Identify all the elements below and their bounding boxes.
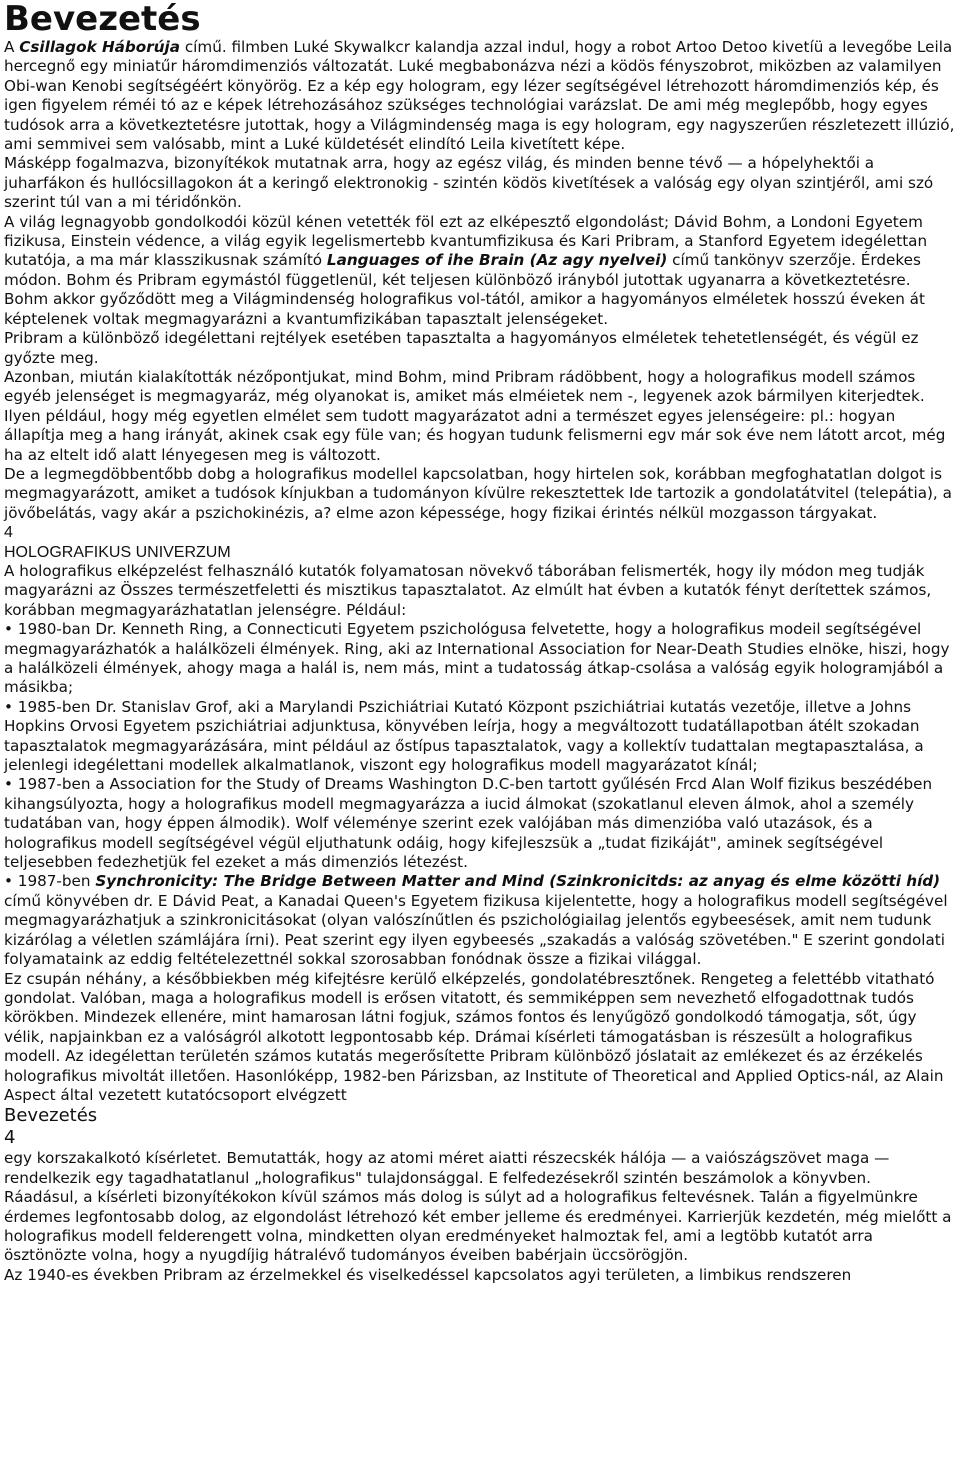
paragraph: egy korszakalkotó kísérletet. Bemutatták, hogy az atomi méret aiatti részecskék hálója — a vaiószágszövet maga — rendelkezik egy tagadhatatlanul „holografikus" tulajdonsággal. E felfedezésekről szintén beszámolok a könyvben.	[4, 1149, 890, 1187]
book-title: Synchronicity: The Bridge Between Matter and Mind (Szinkronicitds: az anyag és elme közötti híd)	[95, 872, 941, 891]
section-heading: HOLOGRAFIKUS UNIVERZUM	[4, 543, 231, 561]
bullet-item	[4, 872, 956, 969]
paragraph-intro	[4, 38, 956, 154]
text: című. filmben Luké Skywalkcr kalandja azzal indul, hogy a robot Artoo Detoo kivetíü a levegőbe Leila hercegnő egy miniatűr háromdimenziós változatát. Luké megbabonázva nézi a ködös fényszobrot, miközben az valamilyen Obi-wan Kenobi segítségéért könyörög. Ez a kép egy hologram, egy lézer segítségével létrehozott háromdimenziós kép, és igen figyelem réméi tó az e képek létrehozásához szükséges technológiai varázslat. De ami még meglepőbb, hogy egyes tudósok arra a következtetésre jutottak, hogy a Világmindenség maga is egy hologram, egy nagyszerűen részletezett illúzió, ami semmivei sem valósabb, mint a Luké küldetését elindító Leila kivetített képe.	[4, 38, 955, 154]
text: • 1987-ben	[4, 872, 96, 891]
bullet-item: • 1985-ben Dr. Stanislav Grof, aki a Marylandi Pszichiátriai Kutató Központ pszichiátriai kutatás vezetője, illetve a Johns Hopkins Orvosi Egyetem pszichiátriai adjunktusa, könyvében leírja, hogy a megváltozott tudatállapotban átélt szokadan tapasztalatok megmagyarázására, mint például az őstípus tapasztalatok, vagy a kollektív tudattalan megtapasztalása, a jelenlegi idegélettani modellek alkalmatlanok, viszont egy holografikus modell magyarázatot kínál;	[4, 697, 924, 775]
paragraph: Az 1940-es években Pribram az érzelmekkel és viselkedéssel kapcsolatos agyi területen, a limbikus rendszeren	[4, 1265, 852, 1284]
text: című könyvében dr. E Dávid Peat, a Kanadai Queen's Egyetem fizikusa kijelentette, hogy a holografikus modell segítségével megmagyarázhatjuk a szinkronicitásokat (olyan valószínűtlen és pszichológiailag jelentős egybeesések, amit nem tudunk kizárólag a véletlen számlájára írni). Peat szerint egy ilyen egybeesés „szakadás a valóság szövetében." E szerint gondolati folyamataink az eddig feltételezettnél sokkal szorosabban fonódnak össze a fizikai világgal.	[4, 891, 948, 969]
paragraph: Ez csupán néhány, a későbbiekben még kifejtésre kerülő elképzelés, gondolatébresztőnek. Rengeteg a felettébb vitatható gondolat. Valóban, maga a holografikus modell is erősen vitatott, és semmiképpen sem nevezhető elfogadottnak tudós körökben. Mindezek ellenére, mint hamarosan látni fogjuk, számos fontos és lenyűgöző gondolkodó támogatja, sőt, úgy vélik, napjainkban ez a valóságról alkotott legpontosabb kép. Drámai kísérleti támogatásban is részesült a holografikus modell. Az idegélettan területén számos kutatás megerősítette Pribram különböző jóslatait az emlékezet és az érzékelés holografikus mivoltát illetően. Hasonlóképp, 1982-ben Párizsban, az Institute of Theoretical and Applied Optics-nál, az Alain Aspect által vezetett kutatócsoport elvégzett	[4, 969, 944, 1104]
page-title: Bevezetés	[4, 0, 201, 39]
paragraph-bohm-pribram	[4, 213, 956, 329]
paragraph: A holografikus elképzelést felhasználó kutatók folyamatosan növekvő táborában felismerték, hogy ily módon meg tudják magyarázni az Összes természetfeletti és misztikus tapasztalatot. Az elmúlt hat évben a kutatók fényt derítettek számos, korábban megmagyarázhatatlan jelenségre. Például:	[4, 561, 932, 619]
paragraph: Pribram a különböző idegélettani rejtélyek esetében tapasztalta a hagyományos elméletek tehetetlenségét, és végül ez győzte meg.	[4, 329, 919, 367]
paragraph: Másképp fogalmazva, bizonyítékok mutatnak arra, hogy az egész világ, és minden benne tévő — a hópelyhektői a juharfákon és hullócsillagokon át a keringő elektronokig - szintén ködös kivetítések a valóság egy olyan szintjéről, ami szó szerint túl van a mi téridőnkön.	[4, 154, 934, 212]
paragraph: Ráadásul, a kísérleti bizonyítékokon kívül számos más dolog is súlyt ad a holografikus feltevésnek. Talán a figyelmünkre érdemes legfontosabb dolog, az elgondolást létrehozó két ember jelleme és eredményei. Karrierjük kezdetén, még mielőtt a holografikus modell felderengett volna, mindketten olyan eredményeket halmoztak fel, ami a legtöbb kutatót arra ösztönözte volna, hogy a nyugdíjig hátralévő tudományos éveiben babérjain üccsörögjön.	[4, 1188, 952, 1265]
film-title: Csillagok Háborúja	[19, 38, 180, 56]
page-number: 4	[4, 1127, 16, 1149]
bullet-item: • 1980-ban Dr. Kenneth Ring, a Connecticuti Egyetem pszichológusa felvetette, hogy a holografikus modeil segítségével megmagyarázhatók a halálközeli élmények. Ring, aki az International Association for Near-Death Studies elnöke, hiszi, hogy a halálközeli élmények, ahogy maga a halál is, nem más, mint a tudatosság átkap-csolása a valóság egyik hologramjából a másikba;	[4, 620, 950, 697]
text: című tankönyv szerzője. Érdekes módon. Bohm és Pribram egymástól függetlenül, két teljesen különböző irányból jutottak ugyanarra a következtetésre. Bohm akkor győződött meg a Világmindenség holografikus vol-tától, amikor a hagyományos elméletek hosszú éveken át képtelenek voltak megmagyarázni a kvantumfizikában tapasztalt jelenségeket.	[4, 251, 925, 328]
book-title: Languages of ihe Brain (Az agy nyelvei)	[326, 251, 668, 270]
page-number: 4	[4, 524, 13, 542]
paragraph: Azonban, miután kialakították nézőpontjukat, mind Bohm, mind Pribram rádöbbent, hogy a holografikus modell számos egyéb jelenséget is megmagyaráz, még olyanokat is, amiket más elméietek nem -, legyenek azok bármilyen kiterjedtek. Ilyen például, hogy még egyetlen elmélet sem tudott magyarázatot adni a természet egyes jelenségeire: pl.: hogyan állapítja meg a hang irányát, akinek csak egy füle van; és hogyan tudunk felismerni egv már sok éve nem látott arcot, még ha az eltelt idő alatt lényegesen meg is változott.	[4, 367, 946, 464]
running-head: Bevezetés	[4, 1105, 98, 1127]
text: A világ legnagyobb gondolkodói közül kénen vetették föl ezt az elképesztő elgondolást; Dávid Bohm, a Londoni Egyetem fizikusa, Einstein védence, a világ egyik legelismertebb kvantumfizikusa és Kari Pribram, a Stanford Egyetem idegélettan kutatója, a ma már klasszikusnak számító	[4, 212, 928, 270]
paragraph: De a legmegdöbbentőbb dobg a holografikus modellel kapcsolatban, hogy hirtelen sok, korábban megfoghatatlan dolgot is megmagyarázott, amiket a tudósok kínjukban a tudományon kívülre rekesztettek Ide tartozik a gondolatátvitel (telepátia), a jövőbelátás, vagy akár a pszichokinézis, a? elme azon képessége, hogy fizikai érintés nélkül mozgasson tárgyakat.	[4, 464, 952, 522]
bullet-item: • 1987-ben a Association for the Study of Dreams Washington D.C-ben tartott gyűlésén Frcd Alan Wolf fizikus beszédében kihangsúlyozta, hogy a holografikus modell megmagyarázza a iucid álmokat (szokatlanul eleven álmok, ahol a személy tudatában van, hogy éppen álmodik). Wolf véleménye szerint ezek valójában más dimenzióba való utazások, és a holografikus modell segítségével végül eljuthatunk odáig, hogy kifejleszsük a „tudat fizikáját", aminek segítségével teljesebben fedezhetjük fel ezeket a más dimenziós létezést.	[4, 775, 933, 872]
text: A	[4, 38, 20, 56]
